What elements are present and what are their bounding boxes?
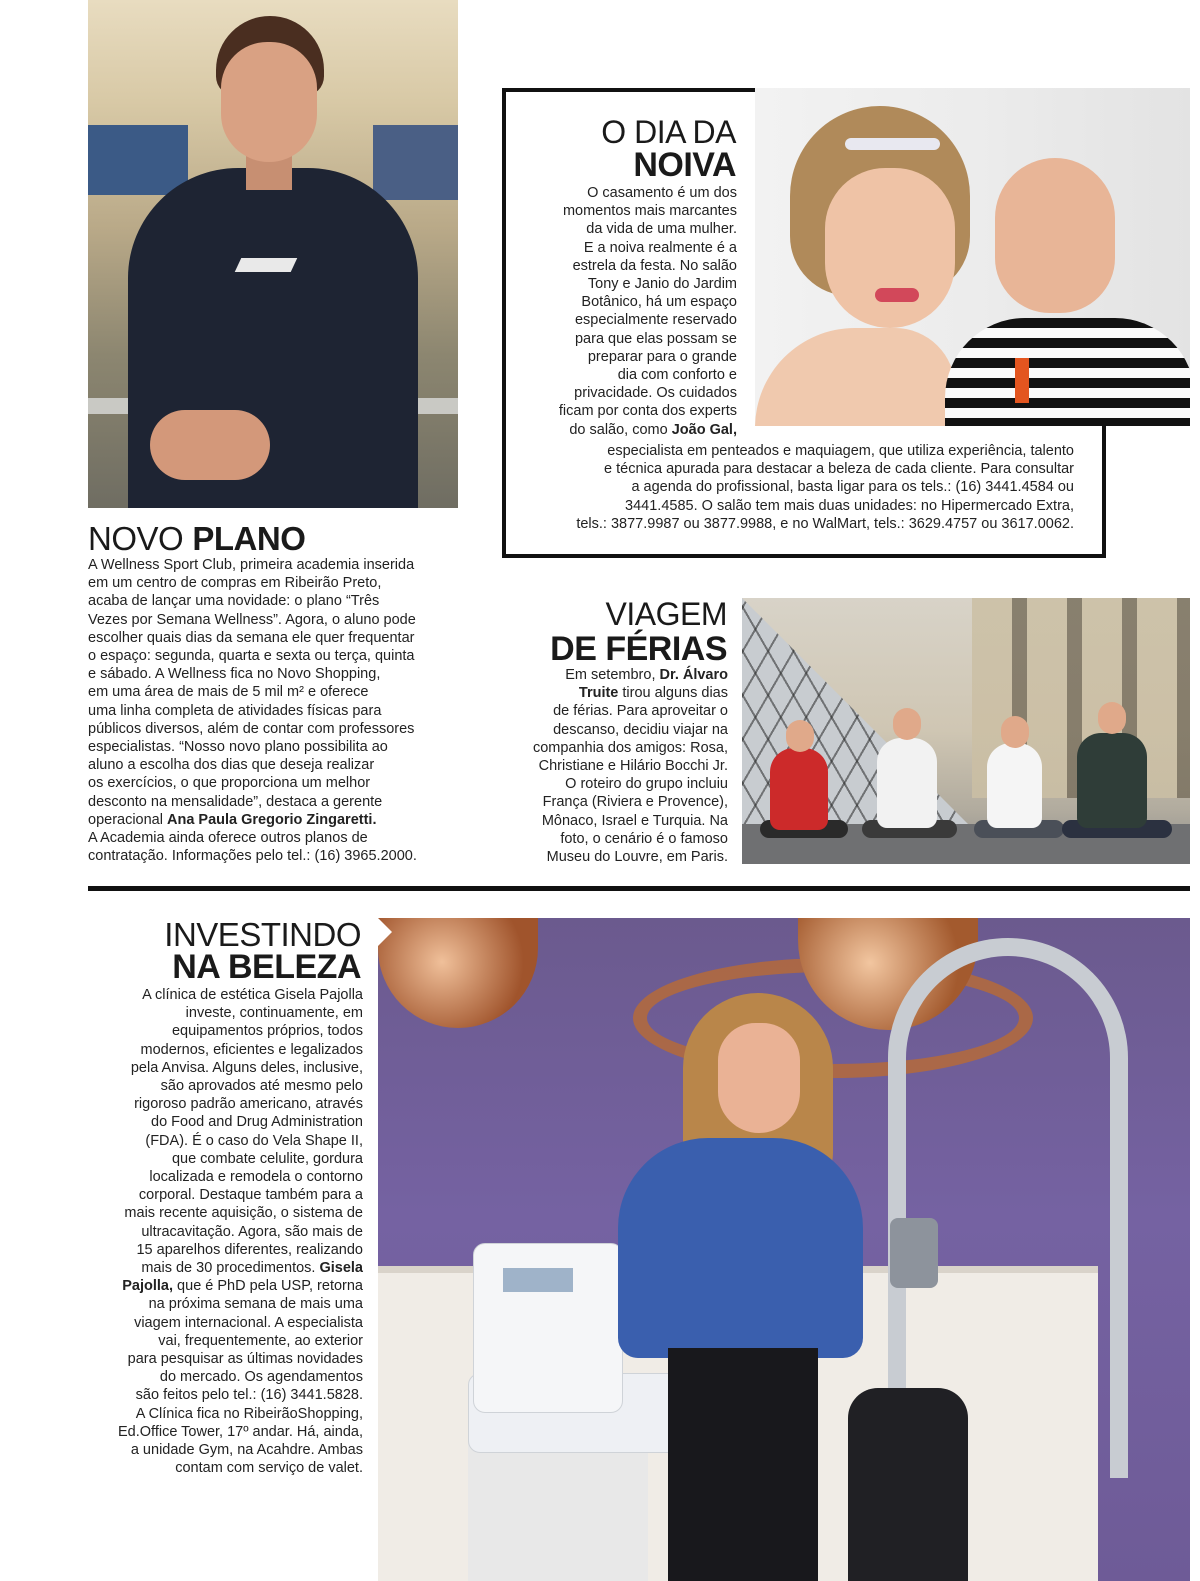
face — [718, 1023, 800, 1133]
beleza-line: corporal. Destaque também para a — [138, 1187, 363, 1204]
beleza-line: na próxima semana de mais uma — [148, 1296, 363, 1313]
viagem-line: foto, o cenário é o famoso — [560, 830, 728, 847]
beleza-text — [88, 986, 363, 1477]
noiva-line: E a noiva realmente é a — [583, 239, 737, 256]
beleza-line: vai, frequentemente, ao exterior — [158, 1332, 363, 1349]
noiva-line: Botânico, há um espaço — [581, 294, 737, 311]
viagem-line: companhia dos amigos: Rosa, — [532, 739, 728, 756]
tiara — [845, 138, 940, 150]
viagem-text — [470, 666, 728, 866]
person-head — [893, 708, 921, 740]
striped-shirt — [945, 318, 1190, 426]
beleza-line: rigoroso padrão americano, através — [134, 1096, 363, 1113]
noiva-line: dia com conforto e — [617, 367, 737, 384]
viagem-line: Christiane e Hilário Bocchi Jr. — [538, 758, 728, 775]
viagem-line: Truite tirou alguns dias — [578, 685, 728, 702]
beleza-title-light: INVESTINDO — [164, 916, 361, 953]
noiva-line: tels.: 3877.9987 ou 3877.9988, e no WalMart, tels.: 3629.4757 ou 3617.0062. — [576, 515, 1074, 532]
viagem-title-bold: DE FÉRIAS — [550, 630, 727, 668]
beleza-line: 15 aparelhos diferentes, realizando — [136, 1241, 363, 1258]
person-white-top — [987, 743, 1042, 828]
novo-plano-line: Vezes por Semana Wellness”. Agora, o aluno pode — [88, 611, 416, 628]
beleza-title-bold: NA BELEZA — [172, 948, 361, 986]
novo-plano-line: desconto na mensalidade”, destaca a gerente — [88, 793, 383, 810]
noiva-line: 3441.4585. O salão tem mais duas unidades: no Hipermercado Extra, — [625, 497, 1074, 514]
noiva-text-column — [500, 184, 737, 439]
novo-plano-line: acaba de lançar uma novidade: o plano “Três — [88, 593, 380, 610]
orange-collar — [1015, 358, 1029, 403]
noiva-line: momentos mais marcantes — [562, 203, 737, 220]
viagem-line: Mônaco, Israel e Turquia. Na — [541, 812, 728, 829]
noiva-text-wide — [500, 442, 1074, 533]
beleza-line: mais de 30 procedimentos. Gisela — [141, 1260, 363, 1277]
face — [221, 42, 317, 162]
novo-plano-line: em uma área de mais de 5 mil m² e oferece — [88, 684, 369, 701]
viagem-line: de férias. Para aproveitar o — [553, 703, 728, 720]
frame-right-edge — [1102, 426, 1106, 558]
beleza-line: investe, continuamente, em — [185, 1005, 363, 1022]
viagem-line: Museu do Louvre, em Paris. — [546, 849, 728, 866]
beleza-line: contam com serviço de valet. — [175, 1460, 363, 1477]
bride-shoulder — [755, 328, 955, 426]
viagem-line: descanso, decidiu viajar na — [553, 721, 728, 738]
noiva-title-light: O DIA DA — [601, 114, 736, 150]
noiva-line: preparar para o grande — [587, 348, 737, 365]
photo-louvre-friends — [742, 598, 1190, 864]
beleza-line: A clínica de estética Gisela Pajolla — [142, 987, 363, 1003]
beleza-line: para pesquisar as últimas novidades — [127, 1351, 363, 1368]
person-dark-shirt — [1077, 733, 1147, 828]
viagem-line: França (Riviera e Provence), — [542, 794, 728, 811]
photo-clinic-owner — [378, 918, 1190, 1581]
person-white-shirt — [877, 738, 937, 828]
machine-stand — [468, 1438, 648, 1581]
noiva-line: a agenda do profissional, basta ligar para os tels.: (16) 3441.4584 ou — [631, 479, 1074, 496]
copper-lamp — [378, 918, 538, 1028]
beleza-line: a unidade Gym, na Acahdre. Ambas — [130, 1442, 363, 1459]
noiva-line: Tony e Janio do Jardim — [587, 276, 737, 293]
bride-face — [825, 168, 955, 328]
novo-plano-line: A Wellness Sport Club, primeira academia inserida — [88, 557, 415, 573]
jacket-logo — [235, 258, 298, 272]
black-pants — [668, 1348, 818, 1581]
photo-bride-and-stylist — [755, 88, 1190, 426]
background-poster — [88, 125, 188, 195]
noiva-line: ficam por conta dos experts — [558, 403, 737, 420]
viagem-line: O roteiro do grupo incluiu — [565, 776, 728, 793]
noiva-title-bold: NOIVA — [633, 146, 736, 184]
novo-plano-line: e sábado. A Wellness fica no Novo Shopping, — [88, 666, 381, 683]
noiva-line: especialista em penteados e maquiagem, que utiliza experiência, talento — [607, 443, 1074, 459]
novo-plano-line: aluno a escolha dos dias que deseja realizar — [88, 757, 375, 774]
person-head — [1098, 702, 1126, 734]
novo-plano-line: especialistas. “Nosso novo plano possibilita ao — [88, 739, 388, 756]
blue-blouse — [618, 1138, 863, 1358]
frame-top-edge — [502, 88, 758, 92]
noiva-line: para que elas possam se — [574, 330, 737, 347]
beleza-line: são aprovados até mesmo pelo — [160, 1078, 363, 1095]
noiva-line: privacidade. Os cuidados — [574, 385, 737, 402]
beleza-line: ultracavitação. Agora, são mais de — [141, 1223, 363, 1240]
person-head — [786, 720, 814, 752]
section-divider — [88, 886, 1190, 891]
beleza-line: mais recente aquisição, o sistema de — [124, 1205, 363, 1222]
noiva-line: O casamento é um dos — [587, 185, 737, 201]
novo-plano-line: contratação. Informações pelo tel.: (16) 3965.2000. — [88, 848, 417, 865]
beleza-line: Ed.Office Tower, 17º andar. Há, ainda, — [118, 1423, 363, 1440]
beleza-line: (FDA). É o caso do Vela Shape II, — [145, 1132, 363, 1149]
person-head — [1001, 716, 1029, 748]
background-poster — [373, 125, 458, 200]
photo-wellness-manager — [88, 0, 458, 508]
beleza-line: do mercado. Os agendamentos — [159, 1369, 363, 1386]
novo-plano-line: uma linha completa de atividades físicas para — [88, 702, 382, 719]
beleza-line: A Clínica fica no RibeirãoShopping, — [135, 1405, 363, 1422]
beleza-line: são feitos pelo tel.: (16) 3441.5828. — [135, 1387, 363, 1404]
beleza-line: que combate celulite, gordura — [171, 1150, 363, 1167]
folded-hands — [150, 410, 270, 480]
novo-plano-title: NOVO PLANO — [88, 520, 306, 557]
section-marker-icon — [378, 918, 392, 946]
stylist-head — [995, 158, 1115, 313]
novo-plano-line: A Academia ainda oferece outros planos de — [88, 830, 368, 847]
beleza-line: do Food and Drug Administration — [151, 1114, 363, 1131]
novo-plano-text — [88, 556, 468, 865]
novo-plano-line: escolher quais dias da semana ele quer frequentar — [88, 629, 415, 646]
beleza-line: pela Anvisa. Alguns deles, inclusive, — [130, 1059, 363, 1076]
noiva-line: estrela da festa. No salão — [572, 257, 737, 274]
beleza-line: equipamentos próprios, todos — [171, 1023, 363, 1040]
novo-plano-line: o espaço: segunda, quarta e sexta ou terça, quinta — [88, 648, 415, 665]
noiva-line: especialmente reservado — [574, 312, 737, 329]
novo-plano-line: em um centro de compras em Ribeirão Preto, — [88, 575, 382, 592]
viagem-line: Em setembro, Dr. Álvaro — [565, 667, 728, 683]
device-tower — [848, 1388, 968, 1581]
noiva-line: da vida de uma mulher. — [586, 221, 737, 238]
beleza-line: modernos, eficientes e legalizados — [140, 1041, 363, 1058]
beleza-line: Pajolla, que é PhD pela USP, retorna — [122, 1278, 363, 1295]
beleza-line: viagem internacional. A especialista — [134, 1314, 363, 1331]
novo-plano-line: públicos diversos, além de contar com professores — [88, 720, 415, 737]
device-handpiece — [890, 1218, 938, 1288]
noiva-line: e técnica apurada para destacar a beleza de cada cliente. Para consultar — [604, 461, 1074, 478]
novo-plano-line: os exercícios, o que proporciona um melhor — [88, 775, 371, 792]
person-red-top — [770, 748, 828, 830]
novo-plano-line: operacional Ana Paula Gregorio Zingaretti. — [88, 811, 377, 828]
noiva-line: do salão, como João Gal, — [569, 421, 737, 438]
machine-display — [503, 1268, 573, 1292]
viagem-title-light: VIAGEM — [605, 596, 727, 632]
beleza-line: localizada e remodela o contorno — [149, 1169, 363, 1186]
bride-lips — [875, 288, 919, 302]
